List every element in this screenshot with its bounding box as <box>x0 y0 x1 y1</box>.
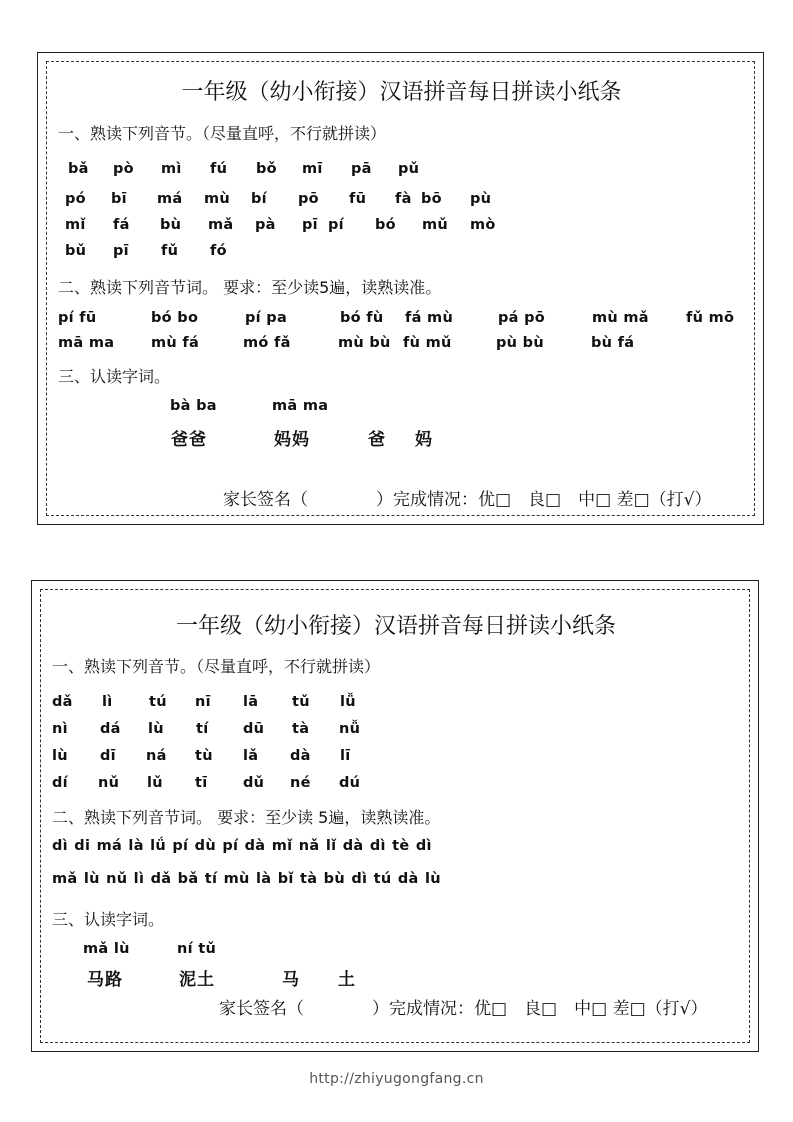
pinyin-word: mù mǎ <box>592 310 649 326</box>
section-2-heading: 二、熟读下列音节词。 要求：至少读5遍，读熟读准。 <box>58 278 442 297</box>
parent-signature-line: 家长签名（ ）完成情况：优□ 良□ 中□ 差□（打√） <box>219 999 708 1019</box>
pinyin-word: pù bù <box>496 335 544 351</box>
syllable: pō <box>298 191 319 207</box>
syllable: tī <box>195 775 208 791</box>
syllable: tà <box>292 721 310 737</box>
syllable: tú <box>149 694 167 710</box>
reading-hanzi: 妈妈 <box>274 430 310 450</box>
reading-pinyin: mā ma <box>272 398 329 414</box>
syllable: pó <box>65 191 86 207</box>
syllable: nǚ <box>339 721 361 737</box>
syllable: mǔ <box>422 217 449 233</box>
syllable: pā <box>351 161 372 177</box>
reading-hanzi: 泥土 <box>179 970 215 990</box>
pinyin-word: fù mǔ <box>403 335 452 351</box>
pinyin-word: mù fá <box>151 335 200 351</box>
syllable: dǔ <box>243 775 265 791</box>
pinyin-word: pí fū <box>58 310 97 326</box>
syllable: pī <box>113 243 129 259</box>
syllable: má <box>157 191 183 207</box>
syllable: mī <box>302 161 323 177</box>
syllable: mǐ <box>65 217 86 233</box>
syllable: dī <box>100 748 116 764</box>
syllable: fó <box>210 243 227 259</box>
syllable: dú <box>339 775 361 791</box>
pinyin-word: mā ma <box>58 335 115 351</box>
reading-pinyin: mǎ lù <box>83 941 130 957</box>
syllable: bǒ <box>256 161 277 177</box>
syllable: dà <box>290 748 311 764</box>
syllable: lā <box>243 694 259 710</box>
pinyin-word-line: dì di má là lǘ pí dù pí dà mǐ nǎ lǐ dà dì tè dì <box>52 838 432 854</box>
syllable: bó <box>375 217 396 233</box>
syllable: pò <box>113 161 134 177</box>
syllable: mǎ <box>208 217 234 233</box>
syllable: pà <box>255 217 276 233</box>
syllable: lī <box>340 748 351 764</box>
pinyin-word: bó bo <box>151 310 199 326</box>
syllable: fū <box>349 191 367 207</box>
syllable: nì <box>52 721 68 737</box>
syllable: fà <box>395 191 412 207</box>
reading-hanzi: 马 <box>282 970 300 990</box>
practice-card-2 <box>31 580 759 1052</box>
reading-hanzi: 土 <box>338 970 356 990</box>
syllable: lù <box>52 748 68 764</box>
parent-signature-line: 家长签名（ ）完成情况：优□ 良□ 中□ 差□（打√） <box>223 490 712 510</box>
syllable: tí <box>196 721 209 737</box>
syllable: lù <box>148 721 164 737</box>
section-3-heading: 三、认读字词。 <box>52 910 165 929</box>
syllable: nī <box>195 694 211 710</box>
pinyin-word: pí pa <box>245 310 288 326</box>
card-title: 一年级（幼小衔接）汉语拼音每日拼读小纸条 <box>181 80 622 105</box>
syllable: mò <box>470 217 496 233</box>
pinyin-word: bù fá <box>591 335 635 351</box>
pinyin-word-line: mǎ lù nǔ lì dǎ bǎ tí mù là bǐ tà bù dì tú dà lù <box>52 871 441 887</box>
syllable: pī <box>302 217 318 233</box>
pinyin-word: fá mù <box>405 310 454 326</box>
section-2-heading: 二、熟读下列音节词。 要求：至少读 5遍，读熟读准。 <box>52 808 441 827</box>
pinyin-word: mù bù <box>338 335 391 351</box>
syllable: lǎ <box>243 748 259 764</box>
syllable: pù <box>470 191 492 207</box>
syllable: ná <box>146 748 167 764</box>
syllable: tǔ <box>292 694 310 710</box>
source-url: http://zhiyugongfang.cn <box>309 1071 484 1087</box>
syllable: bǔ <box>65 243 87 259</box>
syllable: fú <box>210 161 228 177</box>
reading-pinyin: ní tǔ <box>177 941 217 957</box>
syllable: pǔ <box>398 161 420 177</box>
syllable: lǚ <box>340 694 356 710</box>
pinyin-word: mó fǎ <box>243 335 291 351</box>
section-3-heading: 三、认读字词。 <box>58 367 171 386</box>
syllable: né <box>290 775 311 791</box>
syllable: dǎ <box>52 694 73 710</box>
syllable: nǔ <box>98 775 120 791</box>
syllable: fǔ <box>161 243 179 259</box>
pinyin-word: bó fù <box>340 310 384 326</box>
reading-hanzi: 爸爸 <box>171 430 207 450</box>
syllable: dá <box>100 721 121 737</box>
syllable: bī <box>111 191 127 207</box>
syllable: dū <box>243 721 265 737</box>
syllable: mì <box>161 161 182 177</box>
pinyin-word: pá pō <box>498 310 546 326</box>
syllable: bǎ <box>68 161 89 177</box>
syllable: tù <box>195 748 213 764</box>
section-1-heading: 一、熟读下列音节。（尽量直呼，不行就拼读） <box>52 657 381 676</box>
reading-hanzi: 马路 <box>87 970 123 990</box>
syllable: fá <box>113 217 130 233</box>
syllable: bí <box>251 191 267 207</box>
syllable: mù <box>204 191 231 207</box>
pinyin-word: fǔ mō <box>686 310 735 326</box>
reading-hanzi: 妈 <box>415 430 433 450</box>
syllable: lǔ <box>147 775 163 791</box>
syllable: bù <box>160 217 182 233</box>
reading-hanzi: 爸 <box>368 430 386 450</box>
syllable: lì <box>102 694 113 710</box>
syllable: pí <box>328 217 344 233</box>
reading-pinyin: bà ba <box>170 398 217 414</box>
card-title: 一年级（幼小衔接）汉语拼音每日拼读小纸条 <box>175 614 616 639</box>
section-1-heading: 一、熟读下列音节。（尽量直呼，不行就拼读） <box>58 124 387 143</box>
practice-card-1 <box>37 52 764 525</box>
syllable: bō <box>421 191 442 207</box>
syllable: dí <box>52 775 68 791</box>
